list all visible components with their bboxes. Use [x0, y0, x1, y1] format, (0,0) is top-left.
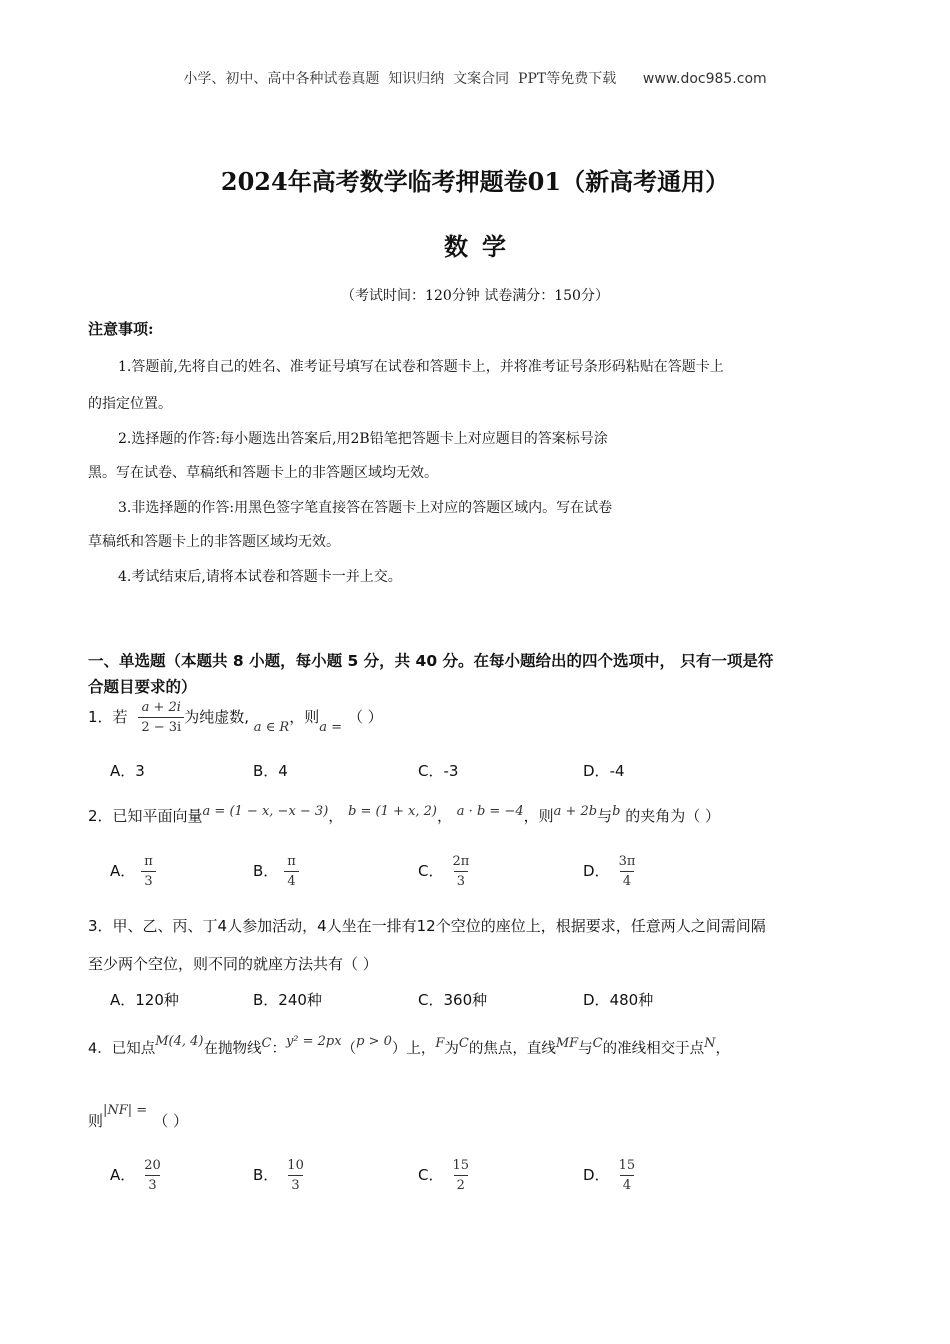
q4-math: MF: [555, 1036, 579, 1051]
q1-math: a ∈ R: [253, 720, 290, 735]
frac-numerator: 15: [618, 1158, 636, 1173]
option-label: C．: [418, 862, 444, 880]
option-value: -3: [443, 762, 459, 780]
option-label: A．: [110, 991, 136, 1009]
option-b: [253, 1158, 307, 1193]
q1-text: ，则: [289, 708, 320, 726]
option-fraction: [449, 854, 472, 889]
option-value: 120种: [135, 991, 179, 1009]
notice-line: 4.考试结束后,请将本试卷和答题卡一并上交。: [118, 569, 402, 585]
option-fraction: [616, 1158, 639, 1193]
q2-math: a · b = −4: [456, 804, 524, 819]
option-fraction: [141, 854, 156, 889]
q4-text: 的焦点，直线: [468, 1041, 556, 1057]
notice-line: 2.选择题的作答:每小题选出答案后,用2B铅笔把答题卡上对应题目的答案标号涂: [118, 431, 608, 447]
q2-text: ，: [437, 807, 453, 825]
option-label: D．: [583, 762, 610, 780]
q4-text: （: [341, 1041, 357, 1057]
option-fraction: [284, 854, 299, 889]
answer-bracket: （ ）: [347, 708, 383, 726]
option-d: [583, 1158, 638, 1193]
time-info: （考试时间：120分钟 试卷满分：150分）: [341, 288, 609, 304]
frac-denominator: 4: [620, 871, 634, 889]
exam-title: 2024年高考数学临考押题卷01（新高考通用）: [220, 167, 730, 196]
option-label: B．: [253, 862, 279, 880]
q2-text: ，则: [523, 807, 554, 825]
q4-text: ）上，: [391, 1041, 436, 1057]
frac-denominator: 3: [141, 871, 155, 889]
option-label: B．: [253, 762, 279, 780]
notice-line: 黑。写在试卷、草稿纸和答题卡上的非答题区域均无效。: [88, 465, 438, 481]
option-label: A．: [110, 1166, 136, 1184]
q4-text: ：: [271, 1041, 286, 1057]
q2-text: ，: [328, 807, 344, 825]
question-3-cont: 至少两个空位，则不同的就座方法共有（ ）: [88, 955, 378, 973]
option-c: [418, 1158, 472, 1193]
frac-numerator: π: [144, 854, 153, 869]
q1-number: 1．若: [88, 708, 128, 726]
q4-text: 的准线相交于点: [602, 1041, 705, 1057]
option-value: 3: [135, 762, 145, 780]
q4-math: C: [592, 1036, 603, 1051]
option-d: [583, 760, 625, 781]
frac-numerator: 2π: [452, 854, 470, 869]
option-label: D．: [583, 991, 610, 1009]
option-label: D．: [583, 1166, 610, 1184]
q2-math: b: [612, 804, 621, 819]
section-title-line: 一、单选题（本题共 8 小题，每小题 5 分，共 40 分。在每小题给出的四个选项中， 只有一项是符: [88, 652, 774, 670]
option-c: [418, 854, 472, 889]
option-label: C．: [418, 1166, 444, 1184]
option-a: [110, 989, 179, 1010]
option-value: 480种: [609, 991, 654, 1009]
answer-bracket: （ ）: [153, 1112, 188, 1130]
frac-numerator: 15: [452, 1158, 470, 1173]
question-2: [88, 805, 720, 826]
question-3: 3．甲、乙、丙、丁4人参加活动，4人坐在一排有12个空位的座位上，根据要求，任意两人之间需间隔: [88, 917, 766, 935]
option-label: B．: [253, 1166, 279, 1184]
q4-text: 与: [578, 1041, 593, 1057]
q2-math: a + 2b: [553, 804, 598, 819]
q4-math: p > 0: [356, 1034, 392, 1049]
option-fraction: [284, 1158, 307, 1193]
frac-denominator: 4: [284, 871, 298, 889]
q1-text: 为纯虚数,: [184, 708, 249, 726]
q2-math: b = (1 + x, 2): [348, 804, 437, 819]
option-a: [110, 760, 145, 781]
site-header: [0, 68, 950, 88]
notice-line: 1.答题前,先将自己的姓名、准考证号填写在试卷和答题卡上，并将准考证号条形码粘贴在答题卡上: [118, 359, 724, 375]
option-label: A．: [110, 862, 136, 880]
option-label: C．: [418, 762, 444, 780]
frac-numerator: 20: [144, 1158, 161, 1173]
frac-numerator: a + 2i: [141, 700, 181, 715]
q4-math: C: [458, 1036, 469, 1051]
q2-text: 与: [597, 807, 613, 825]
option-fraction: [449, 1158, 472, 1193]
q4-math: C: [261, 1036, 272, 1051]
option-a: [110, 854, 156, 889]
q4-math: N: [704, 1036, 716, 1051]
notice-line: 草稿纸和答题卡上的非答题区域均无效。: [88, 534, 340, 550]
option-value: 240种: [278, 991, 322, 1009]
q4-math: F: [435, 1036, 445, 1051]
q4-text: 在抛物线: [203, 1041, 262, 1057]
option-fraction: [141, 1158, 164, 1193]
frac-denominator: 2 − 3i: [138, 717, 184, 735]
option-b: [253, 854, 299, 889]
q4-text: 则: [88, 1112, 104, 1130]
q2-text: 的夹角为（ ）: [625, 807, 721, 825]
option-d: [583, 854, 638, 889]
option-b: [253, 989, 322, 1010]
section-title-line: 合题目要求的）: [88, 678, 197, 696]
header-text: 小学、初中、高中各种试卷真题 知识归纳 文案合同 PPT等免费下载: [183, 71, 617, 87]
option-label: A．: [110, 762, 136, 780]
option-value: 360种: [443, 991, 488, 1009]
frac-denominator: 3: [288, 1175, 302, 1193]
option-label: B．: [253, 991, 279, 1009]
notice-title: 注意事项:: [88, 320, 154, 338]
q4-math: |NF| =: [103, 1103, 148, 1118]
frac-numerator: 10: [287, 1158, 304, 1173]
option-label: D．: [583, 862, 610, 880]
frac-denominator: 2: [454, 1175, 468, 1193]
frac-denominator: 3: [145, 1175, 159, 1193]
option-d: [583, 989, 653, 1010]
q1-fraction: [138, 700, 184, 735]
question-1: [88, 700, 383, 735]
q2-math: a = (1 − x, −x − 3): [202, 804, 329, 819]
subject-title: 数学: [444, 232, 520, 261]
question-4: [88, 1034, 730, 1058]
q4-math: y² = 2px: [285, 1034, 342, 1049]
frac-numerator: π: [287, 854, 296, 869]
q2-number: 2．已知平面向量: [88, 807, 203, 825]
option-c: [418, 760, 458, 781]
option-value: 4: [278, 762, 288, 780]
section-title: [88, 648, 868, 700]
option-a: [110, 1158, 164, 1193]
notice-line: 3.非选择题的作答:用黑色签字笔直接答在答题卡上对应的答题区域内。写在试卷: [118, 500, 613, 516]
frac-denominator: 3: [454, 871, 468, 889]
header-url[interactable]: www.doc985.com: [642, 71, 767, 87]
option-c: [418, 989, 487, 1010]
option-b: [253, 760, 288, 781]
notice-line: 的指定位置。: [88, 396, 172, 412]
q4-text: 为: [444, 1041, 459, 1057]
q4-math: M(4, 4): [155, 1034, 204, 1049]
q4-number: 4．已知点: [88, 1041, 156, 1057]
option-fraction: [616, 854, 639, 889]
question-4-cont: [88, 1103, 188, 1131]
option-value: -4: [609, 762, 625, 780]
frac-numerator: 3π: [618, 854, 636, 869]
option-label: C．: [418, 991, 444, 1009]
q4-text: ，: [715, 1041, 730, 1057]
q1-math: a =: [319, 720, 342, 735]
frac-denominator: 4: [620, 1175, 634, 1193]
